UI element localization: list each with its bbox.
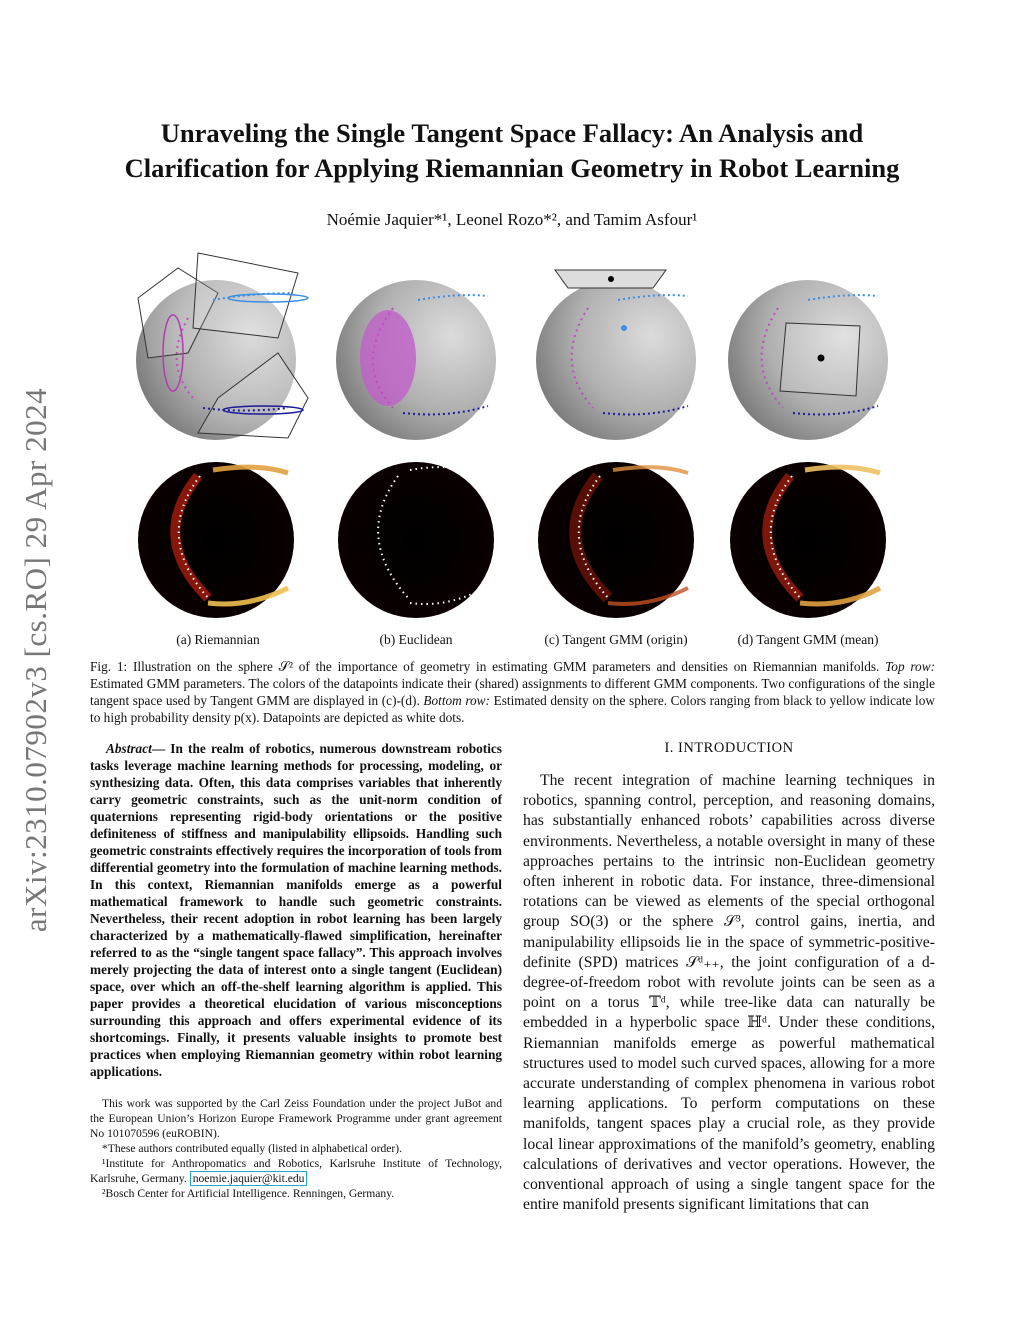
panel-d-sphere — [728, 280, 888, 440]
email-link[interactable]: noemie.jaquier@kit.edu — [190, 1171, 308, 1186]
panel-a-density — [138, 462, 294, 618]
abstract — [90, 740, 502, 1080]
footnote-affil1 — [90, 1156, 502, 1186]
caption-text: Illustration on the sphere 𝒮² of the importance of geometry in estimating GMM parameters and densities on Riemannian manifolds. — [132, 659, 880, 674]
paper-title — [90, 116, 934, 186]
title-line-1: Unraveling the Single Tangent Space Fallacy: An Analysis and — [160, 118, 864, 148]
subcaption-a: (a) Riemannian — [176, 632, 260, 647]
subcaption-c: (c) Tangent GMM (origin) — [544, 632, 688, 647]
figure-1 — [118, 248, 918, 648]
subcaption-d: (d) Tangent GMM (mean) — [737, 632, 879, 647]
panel-d-density — [730, 462, 886, 618]
figure-caption — [90, 658, 935, 726]
left-column — [90, 740, 502, 1201]
abstract-text: — In the realm of robotics, numerous downstream robotics tasks leverage machine learning methods for processing, modeling, or synthesizing data. Often, this data comprises variables that inherently carry geometric constraints, such as the unit-norm condition of quaternions representing rigid-body orientations or the positive definiteness of stiffness and manipulability ellipsoids. Handling such geometric constraints effectively requires the incorporation of tools from differential geometry into the formulation of machine learning methods. In this context, Riemannian manifolds emerge as a powerful mathematical framework to handle such geometric constraints. Nevertheless, their recent adoption in robot learning has been largely characterized by a mathematically-flawed simplification, hereinafter referred to as the “single tangent space fallacy”. This approach involves merely projecting the data of interest onto a single tangent (Euclidean) space, over which an off-the-shelf learning algorithm is applied. This paper provides a theoretical elucidation of various misconceptions surrounding this approach and offers experimental evidence of its shortcomings. Finally, it presents valuable insights to promote best practices when employing Riemannian geometry within robot learning applications. — [90, 741, 502, 1079]
footnote-equal: *These authors contributed equally (listed in alphabetical order). — [102, 1142, 403, 1155]
footnote-affil1-text: ¹Institute for Anthropomatics and Robotics, Karlsruhe Institute of Technology, Karlsruhe, Germany. — [90, 1157, 502, 1185]
title-line-2: Clarification for Applying Riemannian Geometry in Robot Learning — [124, 153, 900, 183]
panel-a-sphere — [136, 253, 308, 440]
caption-top-row-text: Estimated GMM parameters. The colors of the datapoints indicate their (shared) assignments to different GMM components. Two configurations of the single tangent space used by Tangent GMM are displayed in (c)-(d). — [90, 676, 935, 708]
caption-top-row-label: Top row: — [885, 659, 935, 674]
panel-b-sphere — [336, 280, 496, 440]
panel-c-sphere — [536, 270, 696, 440]
caption-bottom-row-text: Estimated density on the sphere. Colors ranging from black to yellow indicate low to high probability density p(x). Datapoints are depicted as white dots. — [90, 693, 935, 725]
subcaption-b: (b) Euclidean — [379, 632, 453, 647]
abstract-label: Abstract — [106, 741, 152, 756]
arxiv-identifier — [6, 350, 66, 970]
arxiv-identifier-text: arXiv:2310.07902v3 [cs.RO] 29 Apr 2024 — [18, 387, 53, 933]
figure-1-panels — [118, 248, 918, 628]
caption-label: Fig. 1: — [90, 659, 128, 674]
panel-c-density — [538, 462, 694, 618]
footnote-affil2: ²Bosch Center for Artificial Intelligence. Renningen, Germany. — [102, 1187, 395, 1200]
footnotes — [90, 1096, 502, 1201]
author-list: Noémie Jaquier*¹, Leonel Rozo*², and Tamim Asfour¹ — [326, 210, 698, 229]
panel-b-density — [338, 462, 494, 618]
footnote-support: This work was supported by the Carl Zeiss Foundation under the project JuBot and the European Union’s Horizon Europe Framework Programme under grant agreement No 101070596 (euROBIN). — [90, 1097, 502, 1140]
caption-bottom-row-label: Bottom row: — [423, 693, 490, 708]
right-column — [523, 740, 935, 1215]
section-heading: I. INTRODUCTION — [664, 740, 794, 756]
introduction-text: The recent integration of machine learning techniques in robotics, spanning control, perception, and reasoning domains, has substantially enhanced robots’ capabilities across diverse environments. Nevertheless, a notable oversight in many of these approaches pertains to the intrinsic non-Euclidean geometry often inherent in robotic data. For instance, three-dimensional rotations can be viewed as elements of the special orthogonal group SO(3) or the sphere 𝒮³, control gains, inertia, and manipulability ellipsoids lie in the space of symmetric-positive-definite (SPD) matrices 𝒮ᵈ₊₊, the joint configuration of a d-degree-of-freedom robot with revolute joints can be seen as a point on a torus 𝕋ᵈ, while tree-like data can naturally be embedded in a hyperbolic space ℍᵈ. Under these conditions, Riemannian manifolds emerge as powerful mathematical structures used to model such curved spaces, allowing for a more accurate understanding of complex phenomena in various robot learning applications. To perform computations on these manifolds, tangent spaces play a crucial role, as they provide local linear approximations of the manifold’s geometry, enabling calculations of derivatives and vector operations. However, the conventional approach of using a single tangent space for the entire manifold presents significant limitations that can — [523, 772, 935, 1214]
